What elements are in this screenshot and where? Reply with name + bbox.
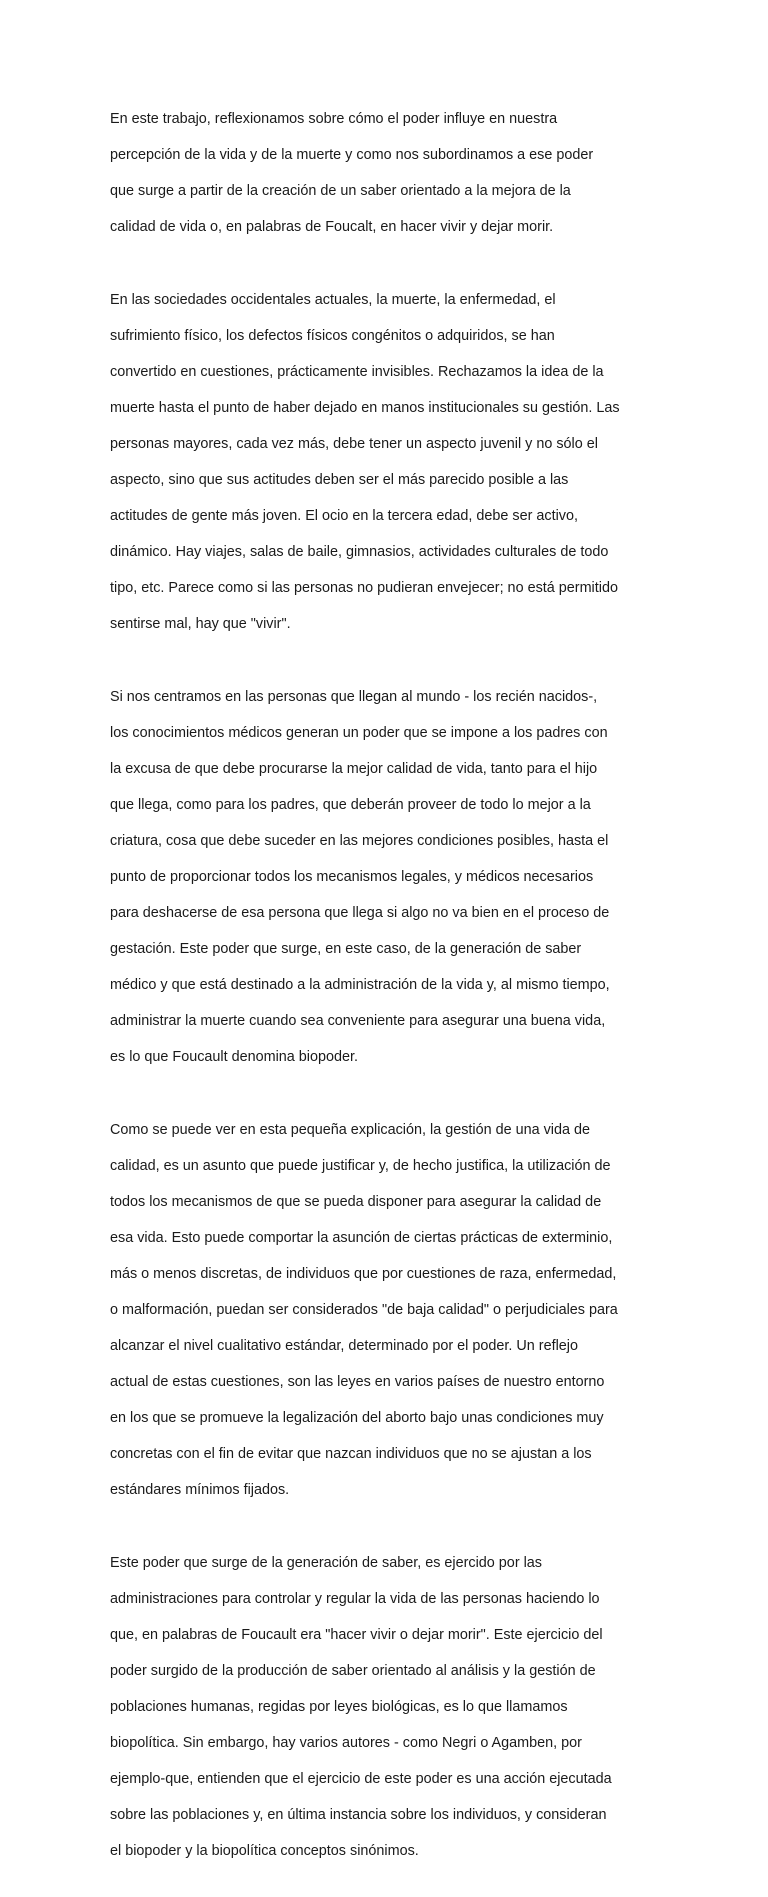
paragraph-line: actual de estas cuestiones, son las leyes en varios países de nuestro entorno (110, 1374, 605, 1390)
paragraph-3 (110, 670, 670, 1084)
paragraph-line: actitudes de gente más joven. El ocio en la tercera edad, debe ser activo, (110, 508, 578, 524)
paragraph-line: biopolítica. Sin embargo, hay varios autores - como Negri o Agamben, por (110, 1735, 582, 1751)
paragraph-line: sentirse mal, hay que "vivir". (110, 616, 291, 632)
paragraph-line: En este trabajo, reflexionamos sobre cómo el poder influye en nuestra (110, 111, 558, 127)
paragraph-line: estándares mínimos fijados. (110, 1482, 290, 1498)
paragraph-line: o malformación, puedan ser considerados "de baja calidad" o perjudiciales para (110, 1302, 618, 1318)
paragraph-line: sobre las poblaciones y, en última instancia sobre los individuos, y consideran (110, 1807, 607, 1823)
paragraph-line: gestación. Este poder que surge, en este caso, de la generación de saber (110, 941, 582, 957)
paragraph-line: es lo que Foucault denomina biopoder. (110, 1049, 359, 1065)
paragraph-line: En las sociedades occidentales actuales, la muerte, la enfermedad, el (110, 292, 556, 308)
paragraph-line: calidad de vida o, en palabras de Foucalt, en hacer vivir y dejar morir. (110, 219, 554, 235)
paragraph-line: para deshacerse de esa persona que llega si algo no va bien en el proceso de (110, 905, 610, 921)
paragraph-4 (110, 1103, 670, 1517)
paragraph-line: esa vida. Esto puede comportar la asunción de ciertas prácticas de exterminio, (110, 1230, 613, 1246)
paragraph-line: que, en palabras de Foucault era "hacer vivir o dejar morir". Este ejercicio del (110, 1627, 603, 1643)
paragraph-line: concretas con el fin de evitar que nazcan individuos que no se ajustan a los (110, 1446, 592, 1462)
paragraph-line: la excusa de que debe procurarse la mejor calidad de vida, tanto para el hijo (110, 761, 598, 777)
paragraph-line: Este poder que surge de la generación de saber, es ejercido por las (110, 1555, 542, 1571)
paragraph-line: más o menos discretas, de individuos que por cuestiones de raza, enfermedad, (110, 1266, 617, 1282)
paragraph-1 (110, 92, 670, 254)
paragraph-line: Como se puede ver en esta pequeña explicación, la gestión de una vida de (110, 1122, 591, 1138)
paragraph-5 (110, 1536, 670, 1878)
paragraph-line: los conocimientos médicos generan un poder que se impone a los padres con (110, 725, 608, 741)
paragraph-line: convertido en cuestiones, prácticamente invisibles. Rechazamos la idea de la (110, 364, 604, 380)
paragraph-line: poblaciones humanas, regidas por leyes biológicas, es lo que llamamos (110, 1699, 568, 1715)
paragraph-line: punto de proporcionar todos los mecanismos legales, y médicos necesarios (110, 869, 594, 885)
paragraph-line: que surge a partir de la creación de un saber orientado a la mejora de la (110, 183, 571, 199)
paragraph-line: personas mayores, cada vez más, debe tener un aspecto juvenil y no sólo el (110, 436, 598, 452)
paragraph-line: calidad, es un asunto que puede justificar y, de hecho justifica, la utilización de (110, 1158, 611, 1174)
paragraph-line: alcanzar el nivel cualitativo estándar, determinado por el poder. Un reflejo (110, 1338, 578, 1354)
paragraph-2 (110, 273, 670, 651)
paragraph-line: en los que se promueve la legalización del aborto bajo unas condiciones muy (110, 1410, 604, 1426)
paragraph-line: aspecto, sino que sus actitudes deben ser el más parecido posible a las (110, 472, 569, 488)
paragraph-line: poder surgido de la producción de saber orientado al análisis y la gestión de (110, 1663, 596, 1679)
document-body (110, 92, 670, 1897)
paragraph-line: sufrimiento físico, los defectos físicos congénitos o adquiridos, se han (110, 328, 555, 344)
paragraph-line: administrar la muerte cuando sea conveniente para asegurar una buena vida, (110, 1013, 606, 1029)
paragraph-line: ejemplo-que, entienden que el ejercicio de este poder es una acción ejecutada (110, 1771, 612, 1787)
paragraph-line: el biopoder y la biopolítica conceptos sinónimos. (110, 1843, 419, 1859)
paragraph-line: muerte hasta el punto de haber dejado en manos institucionales su gestión. Las (110, 400, 620, 416)
paragraph-line: tipo, etc. Parece como si las personas no pudieran envejecer; no está permitido (110, 580, 618, 596)
paragraph-line: administraciones para controlar y regular la vida de las personas haciendo lo (110, 1591, 600, 1607)
paragraph-line: criatura, cosa que debe suceder en las mejores condiciones posibles, hasta el (110, 833, 609, 849)
paragraph-line: Si nos centramos en las personas que llegan al mundo - los recién nacidos-, (110, 689, 598, 705)
paragraph-line: percepción de la vida y de la muerte y como nos subordinamos a ese poder (110, 147, 594, 163)
paragraph-line: todos los mecanismos de que se pueda disponer para asegurar la calidad de (110, 1194, 602, 1210)
paragraph-line: que llega, como para los padres, que deberán proveer de todo lo mejor a la (110, 797, 591, 813)
paragraph-line: médico y que está destinado a la administración de la vida y, al mismo tiempo, (110, 977, 610, 993)
paragraph-line: dinámico. Hay viajes, salas de baile, gimnasios, actividades culturales de todo (110, 544, 609, 560)
